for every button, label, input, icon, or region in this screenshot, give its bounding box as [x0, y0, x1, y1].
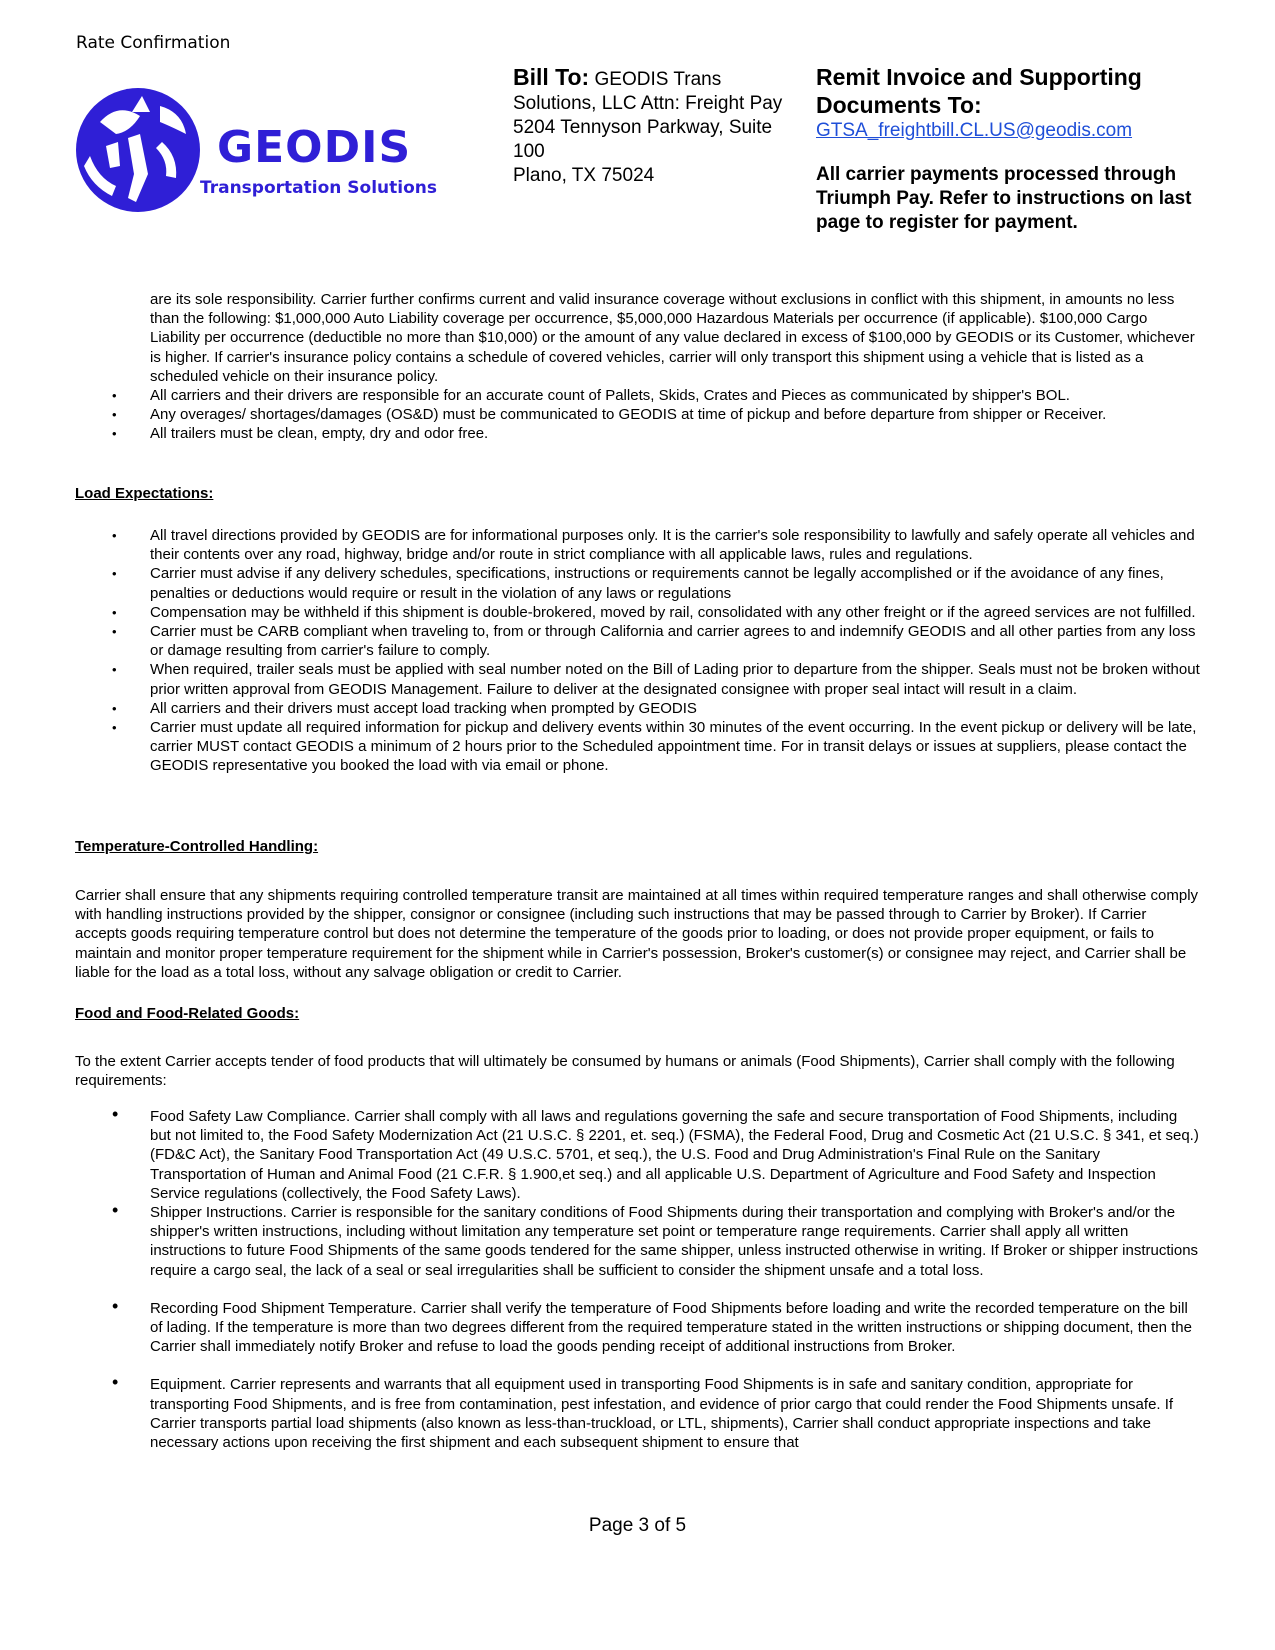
load-expectations-list: [150, 526, 1200, 776]
logo-tagline: Transportation Solutions: [200, 178, 437, 198]
temperature-text: Carrier shall ensure that any shipments requiring controlled temperature transit are maintained at all times within required temperature ranges and shall otherwise comply with handling instructions provided by the shipper, consignor or consignee (including such instructions that may be passed through to Carrier by Broker). If Carrier accepts goods requiring temperature control but does not determine the temperature of the goods prior to loading, or does not provide proper equipment, or fails to maintain and monitor proper temperature requirement for the shipment while in Carrier's possession, Broker's customer(s) or consignee may reject, and Carrier shall be liable for the load as a total loss, without any salvage obligation or credit to Carrier.: [75, 887, 1199, 981]
bill-to-label: Bill To:: [513, 64, 590, 90]
food-section: [150, 1107, 1200, 1452]
list-item: • Equipment. Carrier represents and warrants that all equipment used in transporting Food Shipments is in safe and sanitary condition, appropriate for transporting Food Shipments, and is free from contamination, pest infestation, and evidence of prior cargo that could render the Food Shipments unsafe. If Carrier transports partial load shipments (also known as less-than-truckload, or LTL, shipments), Carrier shall conduct appropriate inspections and take necessary actions upon receiving the first shipment and each subsequent shipment to ensure that: [150, 1375, 1200, 1452]
list-spacer: [150, 1356, 1200, 1375]
load-expectations-heading: Load Expectations:: [75, 485, 214, 502]
list-item: • All carriers and their drivers are responsible for an accurate count of Pallets, Skids, Crates and Pieces as communicated by shipper's BOL.: [150, 386, 1200, 405]
remit-block: [816, 63, 1236, 235]
list-item: • Any overages/ shortages/damages (OS&D) must be communicated to GEODIS at time of pickup and before departure from shipper or Receiver.: [150, 405, 1200, 424]
list-item: • Shipper Instructions. Carrier is responsible for the sanitary conditions of Food Shipments during their transportation and complying with Broker's and/or the shipper's written instructions, including without limitation any temperature set point or temperature range requirements. Carrier shall apply all written instructions to future Food Shipments of the same goods tendered for the same shipper, unless instructed otherwise in writing. If Broker or shipper instructions require a cargo seal, the lack of a seal or seal irregularities shall be sufficient to consider the shipment unsafe and a total loss.: [150, 1203, 1200, 1280]
payment-note: All carrier payments processed through Triumph Pay. Refer to instructions on last page to register for payment.: [816, 164, 1192, 233]
bill-to-line3: Plano, TX 75024: [513, 165, 655, 186]
list-item: • Carrier must be CARB compliant when traveling to, from or through California and carrier agrees to and indemnify GEODIS and all other parties from any loss or damage resulting from carrier's failure to comply.: [150, 622, 1200, 660]
list-item: • Food Safety Law Compliance. Carrier shall comply with all laws and regulations governing the safe and secure transportation of Food Shipments, including but not limited to, the Food Safety Modernization Act (21 U.S.C. § 2201, et. seq.) (FSMA), the Federal Food, Drug and Cosmetic Act (21 U.S.C. § 341, et seq.) (FD&C Act), the Sanitary Food Transportation Act (49 U.S.C. 5701, et seq.), the U.S. Food and Drug Administration's Final Rule on the Sanitary Transportation of Human and Animal Food (21 C.F.R. § 1.900,et seq.) and all applicable U.S. Department of Agriculture and Food Safety and Inspection Service regulations (collectively, the Food Safety Laws).: [150, 1107, 1200, 1203]
list-item: • All trailers must be clean, empty, dry and odor free.: [150, 424, 1200, 443]
temperature-heading: Temperature-Controlled Handling:: [75, 838, 319, 855]
document-title: Rate Confirmation: [76, 33, 231, 53]
food-bullet-list: [150, 1107, 1200, 1452]
list-item: • All travel directions provided by GEODIS are for informational purposes only. It is the carrier's sole responsibility to lawfully and safely operate all vehicles and their contents over any road, highway, bridge and/or route in strict compliance with all applicable laws, rules and regulations.: [150, 526, 1200, 564]
list-item: • Recording Food Shipment Temperature. Carrier shall verify the temperature of Food Shipments before loading and write the recorded temperature on the bill of lading. If the temperature is more than two degrees different from the required temperature stated in the written instructions or shipping document, then the Carrier shall immediately notify Broker and refuse to load the goods pending receipt of additional instructions from Broker.: [150, 1299, 1200, 1357]
insurance-continuation: are its sole responsibility. Carrier further confirms current and valid insurance coverage without exclusions in conflict with this shipment, in amounts no less than the following: $1,000,000 Auto Liability coverage per occurrence, $5,000,000 Hazardous Materials per occurrence (if applicable). $100,000 Cargo Liability per occurrence (deductible no more than $10,000) or the amount of any value declared in excess of $100,000 by GEODIS or its Customer, whichever is higher. If carrier's insurance policy contains a schedule of covered vehicles, carrier will only transport this shipment using a vehicle that is listed as a scheduled vehicle on their insurance policy.: [150, 291, 1195, 385]
list-item: • When required, trailer seals must be applied with seal number noted on the Bill of Lading prior to departure from the shipper. Seals must not be broken without prior written approval from GEODIS Management. Failure to deliver at the designated consignee with proper seal intact will result in a claim.: [150, 660, 1200, 698]
page-number: Page 3 of 5: [588, 1515, 687, 1536]
bill-to-block: [513, 65, 783, 188]
bill-to-line2: 5204 Tennyson Parkway, Suite 100: [513, 117, 773, 162]
food-heading: Food and Food-Related Goods:: [75, 1005, 300, 1022]
list-spacer: [150, 1280, 1200, 1299]
carrier-bullet-list: [150, 386, 1200, 444]
food-intro: To the extent Carrier accepts tender of food products that will ultimately be consumed by humans or animals (Food Shipments), Carrier shall comply with the following requirements:: [75, 1053, 1175, 1090]
list-item: • Carrier must advise if any delivery schedules, specifications, instructions or requirements cannot be legally accomplished or if the avoidance of any fines, penalties or deductions would require or result in the violation of any laws or regulations: [150, 564, 1200, 602]
carrier-section: [150, 290, 1200, 444]
geodis-logo: [70, 82, 470, 222]
load-expectations-section: [150, 526, 1200, 776]
bill-to-line1: GEODIS Trans Solutions, LLC Attn: Freight Pay: [513, 69, 783, 114]
list-item: • All carriers and their drivers must accept load tracking when prompted by GEODIS: [150, 699, 1200, 718]
logo-wordmark: GEODIS: [217, 122, 412, 173]
remit-email-link[interactable]: GTSA_freightbill.CL.US@geodis.com: [816, 120, 1133, 141]
list-item: • Compensation may be withheld if this shipment is double-brokered, moved by rail, consolidated with any other freight or if the agreed services are not fulfilled.: [150, 603, 1200, 622]
remit-heading: Remit Invoice and Supporting Documents To:: [816, 64, 1142, 118]
list-item: • Carrier must update all required information for pickup and delivery events within 30 minutes of the event occurring. In the event pickup or delivery will be late, carrier MUST contact GEODIS a minimum of 2 hours prior to the Scheduled appointment time. For in transit delays or issues at suppliers, please contact the GEODIS representative you booked the load with via email or phone.: [150, 718, 1200, 776]
